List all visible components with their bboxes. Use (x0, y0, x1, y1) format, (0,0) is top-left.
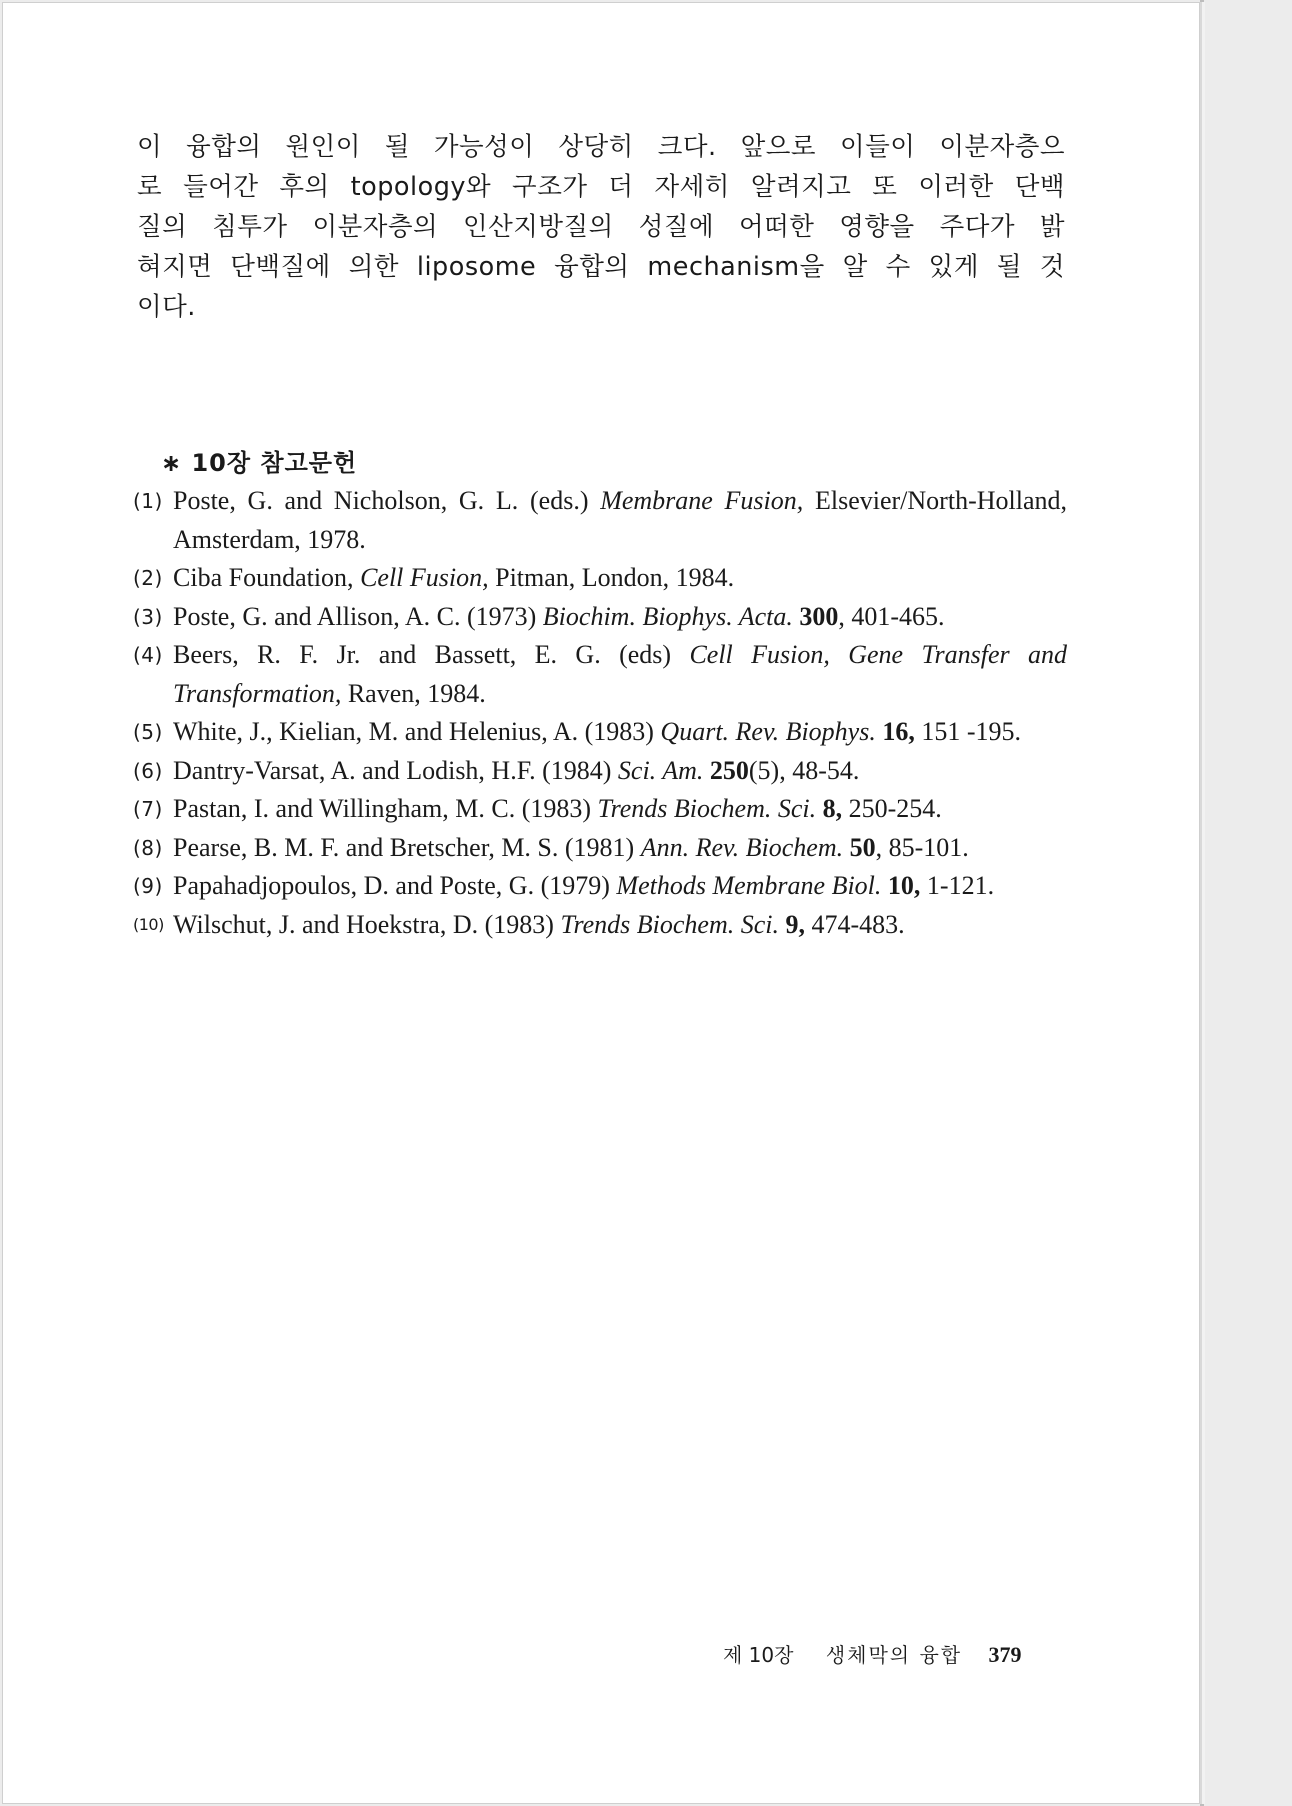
reference-text-run: , 401-465. (838, 601, 945, 631)
reference-number: (2) (133, 566, 163, 590)
reference-number: (3) (133, 604, 163, 629)
reference-title-run: Cell Fusion, (360, 563, 489, 592)
reference-text-run: Papahadjopoulos, D. and Poste, G. (1979) (173, 871, 617, 900)
reference-text-run: Raven, 1984. (341, 678, 486, 708)
reference-text-run: Beers, R. F. Jr. and Bassett, E. G. (eds) (173, 640, 690, 669)
reference-text-run: Pitman, London, 1984. (488, 563, 735, 592)
page-edge (1200, 0, 1204, 1806)
reference-text (173, 910, 905, 939)
document-page (2, 2, 1200, 1804)
reference-text (173, 794, 942, 823)
reference-text (173, 717, 1021, 746)
reference-text-run: Wilschut, J. and Hoekstra, D. (1983) (173, 909, 561, 939)
reference-item (133, 482, 1067, 559)
body-paragraph (137, 127, 1065, 327)
reference-text-run: Ciba Foundation, (173, 563, 361, 592)
reference-text (173, 486, 1067, 554)
reference-volume-run: 16, (882, 717, 915, 746)
reference-text-run: 151 -195. (914, 717, 1022, 746)
reference-item (133, 906, 1067, 945)
reference-number: (5) (133, 720, 163, 744)
reference-text-run: Poste, G. and Allison, A. C. (1973) (173, 601, 543, 631)
reference-item (133, 829, 1067, 868)
reference-number: (9) (133, 874, 163, 898)
reference-volume-run: 8, (822, 794, 843, 823)
reference-item (133, 867, 1067, 906)
reference-number: (7) (133, 797, 163, 821)
reference-number: (8) (133, 835, 163, 860)
paragraph-line: 질의 침투가 이분자층의 인산지방질의 성질에 어떠한 영향을 주다가 밝 (137, 212, 1065, 242)
reference-item (133, 752, 1067, 791)
reference-text (173, 871, 994, 900)
reference-volume-run: 250 (709, 755, 749, 785)
reference-title-run: Sci. Am. (617, 755, 704, 785)
page-footer (723, 1639, 1021, 1668)
reference-volume-run: 50 (849, 832, 876, 862)
paragraph-line: 이 융합의 원인이 될 가능성이 상당히 크다. 앞으로 이들이 이분자층으 (137, 132, 1065, 162)
reference-title-run: Biochim. Biophys. Acta. (542, 601, 793, 631)
reference-number: (10) (133, 914, 164, 934)
reference-title-run: Trends Biochem. Sci. (560, 909, 779, 939)
reference-volume-run: 300 (799, 601, 839, 631)
reference-text-run: 474-483. (805, 909, 905, 939)
reference-volume-run: 9, (785, 909, 805, 939)
reference-text (173, 756, 859, 785)
page-number: 379 (988, 1642, 1022, 1667)
reference-text-run: (5), 48-54. (748, 755, 860, 785)
reference-text-run: White, J., Kielian, M. and Helenius, A. (1983) (173, 717, 661, 746)
reference-text-run: Dantry-Varsat, A. and Lodish, H.F. (1984) (173, 755, 618, 785)
reference-text-run: Elsevier/North-Holland, Amsterdam, 1978. (173, 486, 1067, 554)
reference-item (133, 559, 1067, 598)
references-list (133, 482, 1067, 944)
reference-text-run: Pastan, I. and Willingham, M. C. (1983) (173, 794, 598, 823)
reference-title-run: Cell Fusion, Gene Transfer and Transformation, (173, 640, 1067, 708)
reference-item (133, 790, 1067, 829)
reference-text-run: , 85-101. (875, 832, 969, 862)
reference-text (173, 640, 1067, 708)
reference-title-run: Membrane Fusion, (600, 486, 804, 515)
reference-text (173, 602, 945, 631)
reference-text-run: Poste, G. and Nicholson, G. L. (eds.) (173, 486, 601, 515)
reference-title-run: Methods Membrane Biol. (616, 871, 882, 900)
paragraph-line: 혀지면 단백질에 의한 liposome 융합의 mechanism을 알 수 있게 될 것 (137, 252, 1065, 282)
reference-item (133, 713, 1067, 752)
paragraph-line: 이다. (137, 292, 196, 322)
reference-number: (4) (133, 643, 163, 667)
reference-number: (6) (133, 758, 163, 783)
reference-text (173, 563, 734, 592)
references-heading: ∗ 10장 참고문헌 (161, 449, 358, 477)
reference-text-run: 1-121. (920, 871, 995, 900)
reference-number: (1) (133, 489, 163, 513)
reference-volume-run: 10, (887, 871, 921, 900)
reference-title-run: Trends Biochem. Sci. (597, 794, 817, 823)
footer-title: 생체막의 융합 (825, 1643, 963, 1667)
reference-text-run: Pearse, B. M. F. and Bretscher, M. S. (1981) (173, 832, 641, 862)
reference-item (133, 598, 1067, 637)
reference-title-run: Quart. Rev. Biophys. (660, 717, 876, 746)
footer-chapter: 제 10장 (723, 1643, 794, 1667)
reference-text (173, 833, 969, 862)
reference-text-run: 250-254. (842, 794, 942, 823)
reference-title-run: Ann. Rev. Biochem. (640, 832, 844, 862)
reference-item (133, 636, 1067, 713)
paragraph-line: 로 들어간 후의 topology와 구조가 더 자세히 알려지고 또 이러한 단백 (137, 172, 1065, 202)
